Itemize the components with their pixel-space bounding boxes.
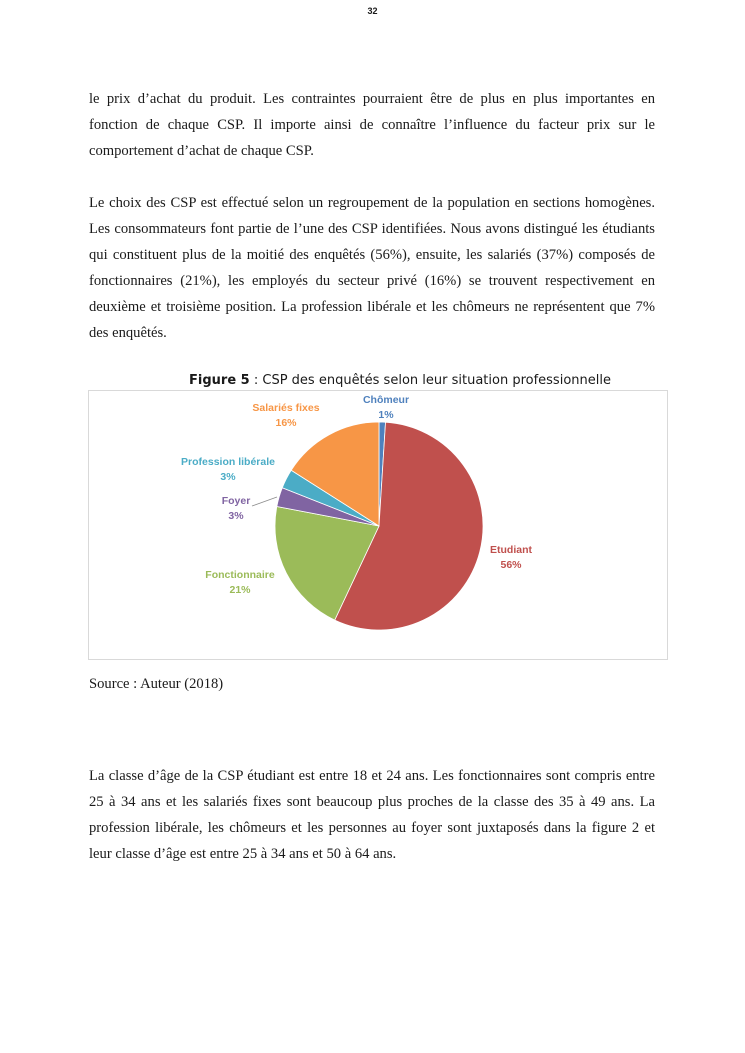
- figure-caption-text: : CSP des enquêtés selon leur situation professionnelle: [249, 373, 611, 388]
- pie-chart: [88, 390, 668, 660]
- figure-label: Figure 5: [189, 373, 250, 388]
- paragraph-1: le prix d’achat du produit. Les contraintes pourraient être de plus en plus importantes en fonction de chaque CSP. Il importe ainsi de connaître l’influence du facteur prix sur le comportement d’achat de chaque CSP.: [89, 91, 655, 159]
- pie-label-fonctionnaire: Fonctionnaire 21%: [205, 569, 275, 596]
- pie-slices: [275, 422, 483, 630]
- pie-label-foyer: Foyer 3%: [221, 495, 251, 522]
- page-number: 32: [367, 6, 378, 16]
- paragraph-3: La classe d’âge de la CSP étudiant est entre 18 et 24 ans. Les fonctionnaires sont compris entre 25 à 34 ans et les salariés fixes sont beaucoup plus proches de la classe des 35 à 49 ans. La profession libérale, les chômeurs et les personnes au foyer sont juxtaposés dans la figure 2 et leur classe d’âge est entre 25 à 34 ans et 50 à 64 ans.: [89, 768, 655, 862]
- paragraph-2: Le choix des CSP est effectué selon un regroupement de la population en sections homogènes. Les consommateurs font partie de l’une des CSP identifiées. Nous avons distingué les étudiants qui constituent plus de la moitié des enquêtés (56%), ensuite, les salariés (37%) composés de fonctionnaires (21%), les employés du secteur privé (16%) se trouvent respectivement en deuxième et troisième position. La profession libérale et les chômeurs ne représentent que 7% des enquêtés.: [89, 195, 655, 341]
- figure-caption: [0, 373, 745, 388]
- leader-line-foyer: [252, 497, 277, 506]
- pie-label-salari-s-fixes: Salariés fixes 16%: [252, 402, 320, 429]
- pie-label-ch-meur: Chômeur 1%: [362, 394, 410, 421]
- pie-chart-svg: [89, 391, 669, 661]
- source-note: Source : Auteur (2018): [89, 676, 224, 692]
- pie-label-profession-lib-rale: Profession libérale 3%: [181, 456, 275, 483]
- pie-label-etudiant: Etudiant 56%: [490, 544, 532, 571]
